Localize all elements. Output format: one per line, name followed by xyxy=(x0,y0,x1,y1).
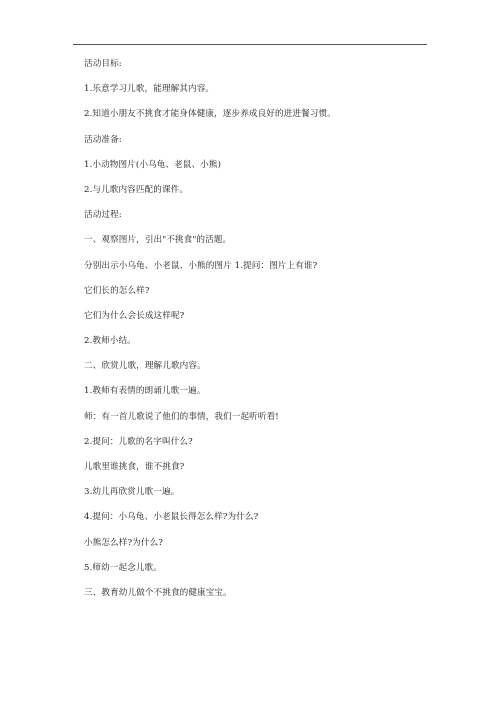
process-line: 师：有一首儿歌说了他们的事情，我们一起听听看! xyxy=(84,411,279,422)
process-line: 1.教师有表情的朗诵儿歌一遍。 xyxy=(84,386,206,397)
process-line: 2.教师小结。 xyxy=(84,336,136,347)
process-section-2-title: 二、欣赏儿歌，理解儿歌内容。 xyxy=(84,361,206,372)
process-line: 儿歌里谁挑食，谁不挑食? xyxy=(84,462,185,472)
process-section-1-title: 一、观察图片，引出"不挑食"的活题。 xyxy=(84,235,232,246)
process-line: 分别出示小乌龟、小老鼠、小熊的图片 1.提问：图片上有谁? xyxy=(84,260,318,271)
process-line: 2.提问：儿歌的名字叫什么? xyxy=(84,436,193,447)
document-body xyxy=(84,58,424,612)
header-rule xyxy=(73,44,427,45)
process-line: 4.提问：小乌龟、小老鼠长得怎么样?为什么? xyxy=(84,512,259,523)
process-line: 小熊怎么样?为什么? xyxy=(84,537,163,548)
preparation-item-1: 1.小动物图片(小乌龟、老鼠、小熊) xyxy=(84,159,222,170)
process-line: 5.师幼一起念儿歌。 xyxy=(84,562,162,573)
heading-activity-preparation: 活动准备: xyxy=(84,134,122,145)
process-line: 它们为什么会长成这样呢? xyxy=(84,310,185,321)
preparation-item-2: 2.与儿歌内容匹配的课件。 xyxy=(84,184,189,195)
process-line: 3.幼儿再欣赏儿歌一遍。 xyxy=(84,487,180,498)
goal-item-2: 2.知道小朋友不挑食才能身体健康，逐步养成良好的进进餐习惯。 xyxy=(84,109,336,120)
process-section-3-title: 三、教育幼儿做个不挑食的健康宝宝。 xyxy=(84,587,232,598)
heading-activity-goals: 活动目标: xyxy=(84,59,122,69)
heading-activity-process: 活动过程: xyxy=(84,210,122,221)
process-line: 它们长的怎么样? xyxy=(84,285,150,296)
goal-item-1: 1.乐意学习儿歌，能理解其内容。 xyxy=(84,84,215,95)
